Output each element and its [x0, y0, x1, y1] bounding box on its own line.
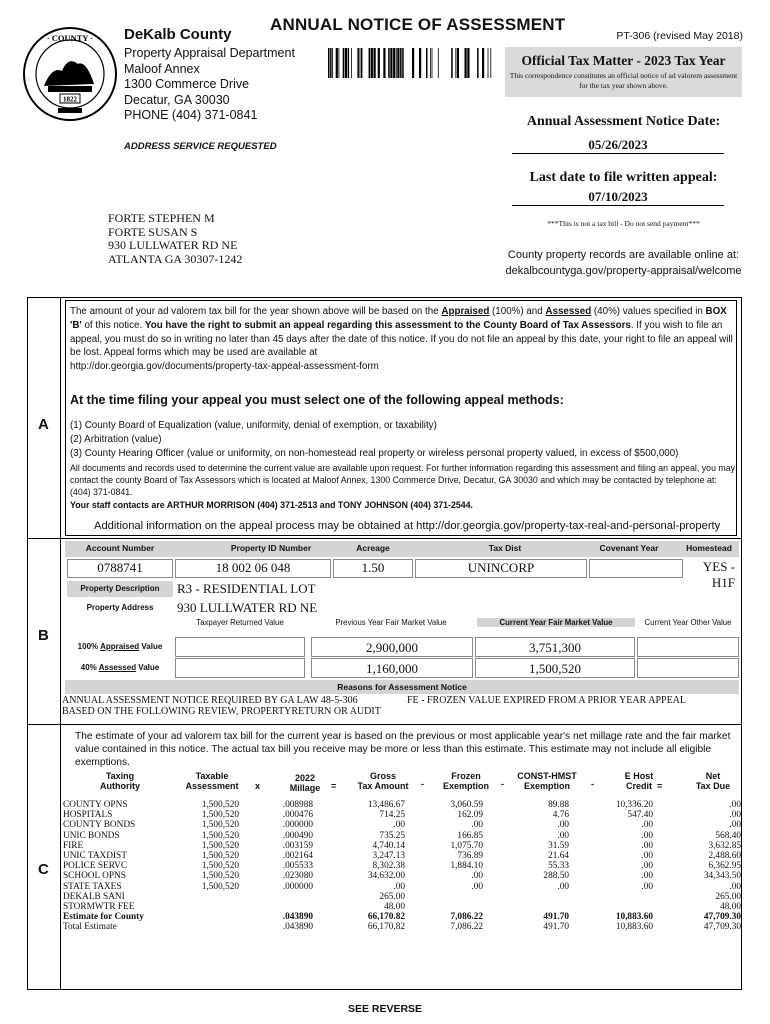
tax-row-authority: COUNTY BONDS [63, 820, 136, 831]
property-address: 930 LULLWATER RD NE [177, 600, 318, 615]
tax-row-cell: .043890 [282, 912, 313, 923]
acreage: 1.50 [333, 559, 413, 578]
tax-row-cell: 2,488.60 [708, 850, 741, 861]
notice-title: ANNUAL NOTICE OF ASSESSMENT [270, 15, 566, 34]
barcode-bar [360, 48, 361, 78]
barcode-bar [438, 48, 439, 78]
barcode-bar [369, 48, 371, 78]
tax-row-cell [265, 892, 313, 902]
barcode-bar [343, 48, 345, 78]
appeal-date-label: Last date to file written appeal: [529, 170, 718, 185]
tax-row-cell: .003159 [282, 840, 313, 851]
equals-operator-2: = [657, 781, 663, 791]
tax-row-cell: .023080 [282, 871, 313, 882]
assessed-previous: 1,160,000 [311, 658, 473, 678]
form-id: PT-306 (revised May 2018) [616, 30, 743, 42]
tax-row-cell: 8,302.38 [372, 861, 405, 872]
tax-row-cell: .00 [471, 871, 483, 882]
tax-row-cell [185, 902, 239, 912]
barcode-bar [432, 48, 433, 78]
tax-matter-sub: This correspondence constitutes an official notice of ad valorem assessment for the tax year shown above. [509, 71, 738, 90]
tax-dist-header: Tax Dist [488, 543, 522, 553]
barcode-bar [383, 48, 385, 78]
assessed-value-label: 40% Assessed Value [80, 663, 160, 672]
appraised-previous: 2,900,000 [311, 637, 473, 657]
barcode-bar [339, 48, 340, 78]
barcode-bar [388, 48, 390, 78]
tax-row-authority: HOSPITALS [63, 810, 113, 821]
tax-row-cell [521, 902, 569, 912]
tax-row-cell: .00 [641, 881, 653, 892]
property-address-label: Property Address [86, 603, 154, 612]
assessed-taxpayer [175, 658, 305, 678]
tax-row-cell: 47,709.30 [703, 912, 741, 923]
taxpayer-returned-header: Taxpayer Returned Value [196, 618, 284, 627]
department-address: Property Appraisal Department Maloof Annex 1300 Commerce Drive Decatur, GA 30030 PHONE (404) 371-0841 [124, 46, 295, 122]
tax-row-cell: .002164 [282, 850, 313, 861]
acreage-header: Acreage [356, 543, 390, 553]
homestead: YES - H1F [702, 559, 735, 590]
authority-header: Taxing Authority [100, 771, 140, 791]
reasons-heading: Reasons for Assessment Notice [65, 680, 739, 694]
online-records-link[interactable]: dekalbcountyga.gov/property-appraisal/welcome [505, 265, 742, 277]
tax-row-cell: 48.00 [384, 901, 405, 912]
tax-row-cell: .00 [641, 861, 653, 872]
barcode-bar [402, 48, 404, 78]
tax-row-cell [425, 902, 483, 912]
tax-row-authority: DEKALB SANI [63, 891, 125, 902]
assessment-header: Taxable Assessment [185, 771, 239, 791]
tax-row-cell: 1,500,520 [201, 800, 239, 810]
times-operator: x [255, 781, 261, 791]
notice-date-value: 05/26/2023 [512, 137, 724, 154]
appraised-taxpayer [175, 637, 305, 657]
tax-row-cell: 13,486.67 [367, 800, 405, 810]
tax-row-cell: 89.88 [548, 800, 569, 810]
owner-address: FORTE STEPHEN M FORTE SUSAN S 930 LULLWATER RD NE ATLANTA GA 30307-1242 [108, 211, 243, 266]
barcode-bar [467, 48, 469, 78]
barcode-bar [419, 48, 421, 78]
tax-row-cell: .00 [729, 881, 741, 892]
tax-row-cell [595, 892, 653, 902]
barcode-bar [378, 48, 380, 78]
tax-row-cell: .00 [393, 881, 405, 892]
tax-row-cell: 66,170.82 [367, 922, 405, 933]
tax-row-cell: 66,170.82 [367, 912, 405, 923]
barcode-bar [488, 48, 489, 78]
tax-row-cell: 10,883.60 [615, 912, 653, 923]
property-id-header: Property ID Number [230, 543, 312, 553]
tax-row-cell: 265.00 [715, 891, 741, 902]
barcode-bar [328, 48, 330, 78]
barcode-bar [396, 48, 397, 78]
assessed-current: 1,500,520 [475, 658, 635, 678]
barcode-bar [412, 48, 414, 78]
tax-row-cell [265, 902, 313, 912]
tax-row-cell: 4,740.14 [372, 840, 405, 851]
appeal-form-link[interactable]: http://dor.georgia.gov/documents/property-tax-appeal-assessment-form [70, 361, 379, 373]
appeal-date-value: 07/10/2023 [512, 189, 724, 206]
tax-row-cell: 1,500,520 [201, 850, 239, 861]
tax-row-cell: 714.25 [379, 810, 405, 821]
tax-row-cell [521, 892, 569, 902]
barcode-bar [345, 48, 347, 78]
tax-row-cell: 34,343.50 [703, 871, 741, 882]
tax-row-cell: 3,247.13 [372, 850, 405, 861]
frozen-header: Frozen Exemption [442, 771, 489, 791]
tax-dist: UNINCORP [415, 559, 587, 578]
tax-row-cell: .00 [641, 830, 653, 841]
tax-row-cell: 6,362.95 [708, 861, 741, 872]
tax-row-cell: .00 [471, 820, 483, 831]
tax-row-cell: .008988 [282, 800, 313, 810]
tax-row-cell: 31.59 [548, 840, 569, 851]
tax-row-cell: 265.00 [379, 891, 405, 902]
tax-row-cell: 1,500,520 [201, 840, 239, 851]
official-tax-matter-box [505, 47, 742, 97]
const-header: CONST-HMST Exemption [517, 771, 577, 791]
barcode-icon [328, 48, 496, 78]
tax-row-cell: 21.64 [548, 850, 569, 861]
homestead-header: Homestead [686, 543, 732, 553]
barcode-bar [490, 48, 491, 78]
tax-row-cell: 10,883.60 [615, 922, 653, 933]
barcode-bar [430, 48, 431, 78]
gross-header: Gross Tax Amount [357, 771, 409, 791]
tax-row-cell: .000490 [282, 830, 313, 841]
section-b-letter: B [38, 627, 49, 644]
tax-row-authority: Estimate for County [63, 912, 144, 923]
tax-row-cell: 34,632.00 [367, 871, 405, 882]
tax-row-cell [185, 922, 239, 932]
tax-row-cell: 10,336.20 [615, 800, 653, 810]
tax-row-cell: 7,086.22 [450, 912, 483, 923]
tax-row-cell: 736.89 [457, 850, 483, 861]
tax-row-cell: .00 [729, 800, 741, 810]
reason-right: FE - FROZEN VALUE EXPIRED FROM A PRIOR YEAR APPEAL [407, 695, 687, 706]
barcode-bar [426, 48, 428, 78]
tax-row-cell: 1,500,520 [201, 820, 239, 831]
tax-row-cell: 48.00 [720, 901, 741, 912]
tax-row-cell: .00 [641, 840, 653, 851]
tax-row-cell: .00 [641, 850, 653, 861]
tax-row-cell: .000000 [282, 820, 313, 831]
tax-row-cell: 288.50 [543, 871, 569, 882]
tax-row-cell: 491.70 [543, 912, 569, 923]
covenant-year [589, 559, 683, 578]
tax-row-cell: 568.40 [715, 830, 741, 841]
tax-row-cell: 47,709.30 [703, 922, 741, 933]
tax-matter-heading: Official Tax Matter - 2023 Tax Year [521, 53, 726, 68]
tax-row-cell: .043890 [282, 922, 313, 933]
barcode-bar [400, 48, 402, 78]
additional-info: Additional information on the appeal process may be obtained at http://dor.georgia.gov/property-tax-real-and-personal-property [94, 520, 721, 532]
online-records: County property records are available online at: dekalbcountyga.gov/property-appraisal/welcome [505, 249, 742, 277]
tax-row-authority: FIRE [63, 840, 84, 851]
estimate-paragraph: The estimate of your ad valorem tax bill for the current year is based on the previous or most applicable year's net millage rate and the fair market value contained in this notice. The actual tax bill you receive may be more or less than this estimate. This estimate may not include all eligible exemptions. [75, 731, 731, 768]
notice-date-label: Annual Assessment Notice Date: [526, 114, 721, 129]
millage-header: 2022 Millage [289, 773, 321, 793]
property-description: R3 - RESIDENTIAL LOT [177, 581, 316, 596]
net-header: Net Tax Due [695, 771, 731, 791]
tax-row-cell: .00 [557, 881, 569, 892]
property-description-label: Property Description [67, 581, 173, 597]
svg-text:· COUNTY ·: · COUNTY · [46, 33, 94, 43]
tax-row-cell: 491.70 [543, 922, 569, 933]
barcode-bar [357, 48, 359, 78]
tax-row-cell [595, 902, 653, 912]
tax-row-cell: 1,884.10 [450, 861, 483, 872]
tax-row-cell: .00 [471, 881, 483, 892]
tax-row-cell: 3,060.59 [450, 800, 483, 810]
county-name: DeKalb County [124, 26, 232, 43]
barcode-bar [465, 48, 467, 78]
tax-row-cell [185, 892, 239, 902]
not-a-tax-bill: ***This is not a tax bill - Do not send payment*** [547, 219, 700, 228]
section-c [27, 724, 742, 990]
barcode-bar [371, 48, 373, 78]
assessed-other [637, 658, 739, 678]
tax-row-cell: .00 [557, 830, 569, 841]
appeal-methods-list: (1) County Board of Equalization (value, uniformity, denial of exemption, or taxability) (2) Arbitration (value) (3) County Hearing Officer (value or uniformity, on non-homestead real property or wireless personal property valued, in excess of $500,000) [70, 420, 679, 459]
tax-row-authority: Total Estimate [63, 922, 117, 933]
tax-row-cell: 1,500,520 [201, 861, 239, 872]
tax-row-authority: POLICE SERVC [63, 861, 128, 872]
appeal-methods-heading: At the time filing your appeal you must select one of the following appeal methods: [70, 393, 564, 407]
tax-row-cell: 7,086.22 [450, 922, 483, 933]
reason-left: ANNUAL ASSESSMENT NOTICE REQUIRED BY GA LAW 48-5-306 BASED ON THE FOLLOWING REVIEW, PROPERTYRETURN OR AUDIT [62, 695, 381, 717]
tax-row-authority: COUNTY OPNS [63, 800, 128, 810]
appraised-other [637, 637, 739, 657]
tax-row-authority: UNIC BONDS [63, 830, 120, 841]
address-service-requested: ADDRESS SERVICE REQUESTED [124, 141, 277, 152]
barcode-bar [397, 48, 399, 78]
tax-row-cell [425, 892, 483, 902]
barcode-bar [330, 48, 332, 78]
tax-row-cell: 1,075.70 [450, 840, 483, 851]
tax-row-cell [185, 912, 239, 922]
tax-row-authority: STATE TAXES [63, 881, 122, 892]
current-other-header: Current Year Other Value [644, 618, 732, 627]
previous-year-header: Previous Year Fair Market Value [335, 618, 447, 627]
barcode-bar [390, 48, 392, 78]
barcode-bar [457, 48, 459, 78]
appraised-current: 3,751,300 [475, 637, 635, 657]
barcode-bar [393, 48, 395, 78]
tax-row-cell: 162.09 [457, 810, 483, 821]
tax-row-cell: 1,500,520 [201, 881, 239, 892]
section-a-letter: A [38, 416, 49, 433]
section-b [27, 538, 742, 725]
tax-row-cell: .00 [641, 820, 653, 831]
svg-text:1822: 1822 [63, 95, 77, 104]
tax-row-cell: 55.33 [548, 861, 569, 872]
barcode-bar [332, 48, 333, 78]
appeal-rights-paragraph: The amount of your ad valorem tax bill for the year shown above will be based on the Appraised (100%) and Assessed (40%) values specified in BOX 'B' of this notice. You have the right to submit an appeal regarding this assessment to the County Board of Tax Assessors. If you wish to file an appeal, you must do so in writing no later than 45 days after the date of this notice. If you do not file an appeal by this date, your right to file an appeal will be lost. Appeal forms which may be used are available at http://dor.georgia.gov/documents/property-tax-appeal-assessment-form [70, 305, 738, 374]
minus-operator-2: - [501, 779, 504, 789]
barcode-bar [351, 48, 352, 78]
section-c-letter: C [38, 861, 49, 878]
tax-row-cell: .00 [393, 820, 405, 831]
tax-row-authority: SCHOOL OPNS [63, 871, 126, 882]
tax-row-authority: UNIC TAXDIST [63, 850, 127, 861]
barcode-bar [482, 48, 484, 78]
see-reverse: SEE REVERSE [347, 1003, 423, 1015]
appraised-value-label: 100% Appraised Value [77, 642, 163, 651]
barcode-bar [477, 48, 479, 78]
ehost-header: E Host Credit [624, 771, 654, 791]
tax-row-cell: .000476 [282, 810, 313, 821]
tax-row-cell: 547.40 [627, 810, 653, 821]
dekalb-county-seal-icon [22, 26, 118, 122]
property-id: 18 002 06 048 [175, 559, 331, 578]
tax-row-cell: 1,500,520 [201, 830, 239, 841]
account-number-header: Account Number [85, 543, 155, 553]
section-a [27, 297, 742, 539]
staff-contacts: Your staff contacts are ARTHUR MORRISON (404) 371-2513 and TONY JOHNSON (404) 371-2544. [70, 500, 473, 510]
tax-row-cell: 166.85 [457, 830, 483, 841]
tax-row-cell: .005533 [282, 861, 313, 872]
tax-row-cell: 1,500,520 [201, 810, 239, 821]
current-year-header: Current Year Fair Market Value [477, 618, 635, 627]
tax-row-cell: 1,500,520 [201, 871, 239, 882]
tax-row-cell: .00 [729, 810, 741, 821]
tax-row-authority: STORMWTR FEE [63, 901, 135, 912]
barcode-bar [361, 48, 363, 78]
tax-row-cell: .00 [729, 820, 741, 831]
tax-row-cell: .00 [557, 820, 569, 831]
tax-row-cell: 3,632.85 [708, 840, 741, 851]
barcode-bar [374, 48, 376, 78]
barcode-bar [451, 48, 453, 78]
tax-row-cell: 4.76 [552, 810, 569, 821]
account-number: 0788741 [67, 559, 173, 578]
barcode-bar [455, 48, 456, 78]
barcode-bar [336, 48, 338, 78]
tax-row-cell: .00 [641, 871, 653, 882]
equals-operator: = [331, 781, 337, 791]
minus-operator-3: - [591, 779, 594, 789]
documents-paragraph: All documents and records used to determine the current value are available upon request. For further information regarding this assessment and filing an appeal, you may contact the county Board of Tax Assessors which is located at Maloof Annex, 1300 Commerce Drive, Decatur, GA 30030 and which may be contacted by telephone at: (404) 371-0841. [70, 463, 736, 497]
tax-row-cell: .000000 [282, 881, 313, 892]
covenant-year-header: Covenant Year [599, 543, 659, 553]
barcode-bar [348, 48, 350, 78]
minus-operator-1: - [421, 779, 424, 789]
tax-row-cell: 735.25 [379, 830, 405, 841]
